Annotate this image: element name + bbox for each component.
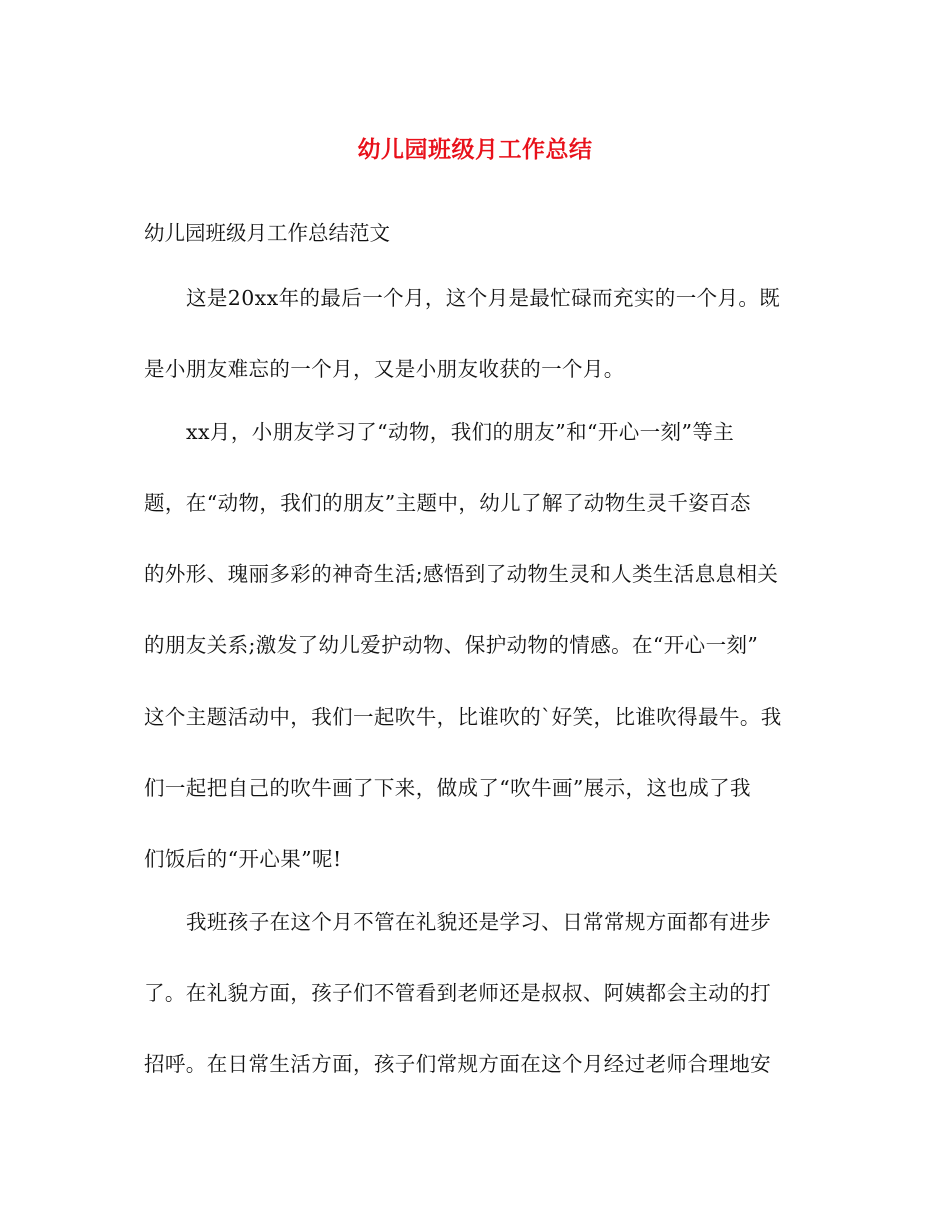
paragraph-2-line-6: 们一起把自己的吹牛画了下来，做成了“吹牛画”展示，这也成了我 bbox=[144, 776, 751, 800]
paragraph-2-line-5: 这个主题活动中，我们一起吹牛，比谁吹的`好笑，比谁吹得最牛。我 bbox=[144, 705, 782, 729]
paragraph-2-line-4: 的朋友关系;激发了幼儿爱护动物、保护动物的情感。在“开心一刻” bbox=[144, 633, 759, 657]
paragraph-1-line-1: 这是20xx年的最后一个月，这个月是最忙碌而充实的一个月。既 bbox=[186, 286, 781, 310]
paragraph-2-line-7: 们饭后的“开心果”呢! bbox=[144, 847, 342, 871]
paragraph-2-line-2: 题，在“动物，我们的朋友”主题中，幼儿了解了动物生灵千姿百态 bbox=[144, 491, 751, 515]
paragraph-1-line-2: 是小朋友难忘的一个月，又是小朋友收获的一个月。 bbox=[144, 357, 625, 381]
paragraph-3-line-2: 了。在礼貌方面，孩子们不管看到老师还是叔叔、阿姨都会主动的打 bbox=[144, 981, 771, 1005]
paragraph-3-line-3: 招呼。在日常生活方面，孩子们常规方面在这个月经过老师合理地安 bbox=[144, 1052, 771, 1076]
paragraph-2-line-3: 的外形、瑰丽多彩的神奇生活;感悟到了动物生灵和人类生活息息相关 bbox=[144, 562, 779, 586]
document-subtitle: 幼儿园班级月工作总结范文 bbox=[144, 221, 390, 245]
paragraph-3-line-1: 我班孩子在这个月不管在礼貌还是学习、日常常规方面都有进步 bbox=[186, 910, 772, 934]
document-title: 幼儿园班级月工作总结 bbox=[357, 136, 593, 163]
paragraph-2-line-1: xx月，小朋友学习了“动物，我们的朋友”和“开心一刻”等主 bbox=[186, 420, 735, 444]
